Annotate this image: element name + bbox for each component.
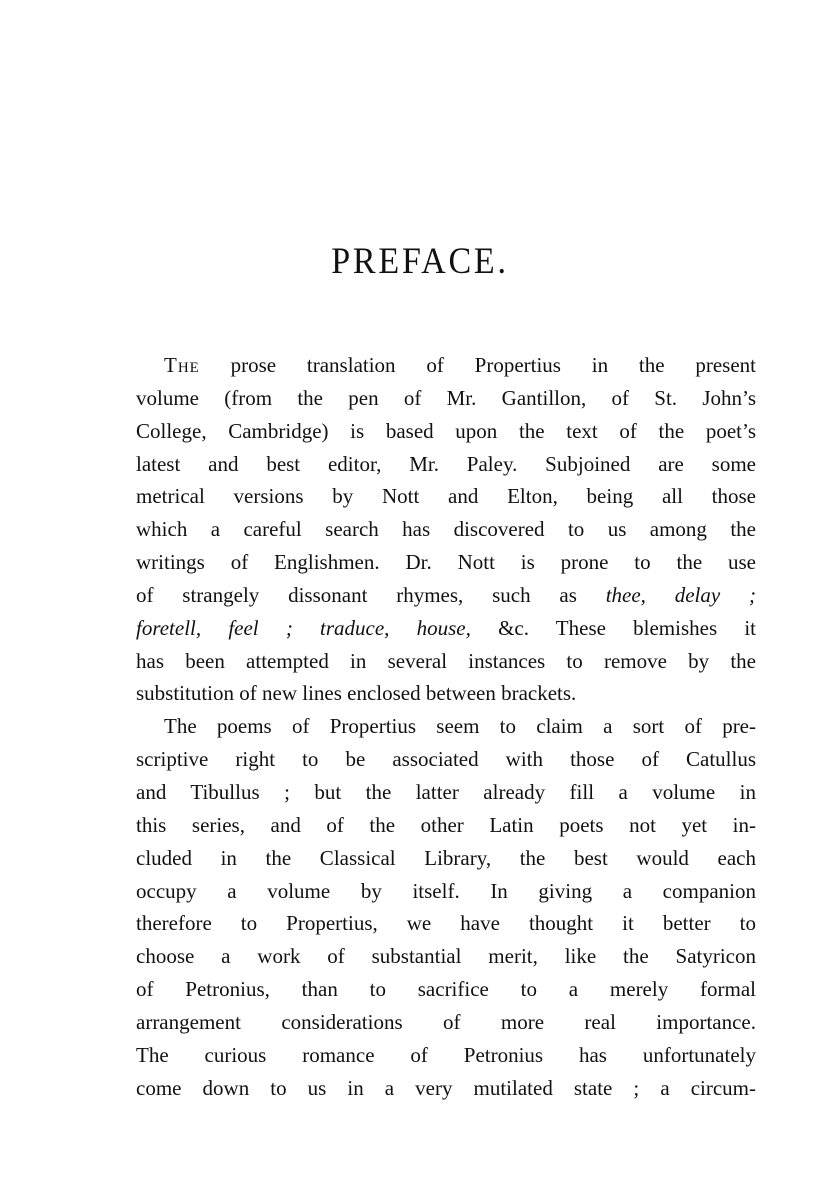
text-line: choose a work of substantial merit, like the Satyricon <box>136 944 756 969</box>
text-line: arrangement considerations of more real importance. <box>136 1009 756 1034</box>
text-line: has been attempted in several instances to remove by the <box>136 648 756 673</box>
text-line <box>136 349 756 382</box>
lead-word: The <box>164 353 200 377</box>
line-text: &c. These blemishes it <box>470 615 756 640</box>
page-title: PREFACE. <box>331 241 509 282</box>
text-line: occupy a volume by itself. In giving a companion <box>136 878 756 903</box>
text-line: The curious romance of Petronius has unfortunately <box>136 1042 756 1067</box>
text-line: which a careful search has discovered to us among the <box>136 517 756 542</box>
line-text: of strangely dissonant rhymes, such as <box>136 582 606 607</box>
paragraph-2 <box>136 710 756 1104</box>
text-line: and Tibullus ; but the latter already fill a volume in <box>136 779 756 804</box>
paragraph-1 <box>136 349 756 710</box>
text-line: metrical versions by Nott and Elton, being all those <box>136 484 756 509</box>
text-line: latest and best editor, Mr. Paley. Subjoined are some <box>136 451 756 476</box>
preface-body <box>136 349 756 1104</box>
text-line <box>136 612 756 645</box>
text-line: College, Cambridge) is based upon the text of the poet’s <box>136 418 756 443</box>
text-line: of Petronius, than to sacrifice to a merely formal <box>136 977 756 1002</box>
text-line <box>136 579 756 612</box>
line-text: prose translation of Propertius in the present <box>199 353 756 377</box>
italic-words: foretell, feel ; traduce, house, <box>136 615 471 640</box>
text-line: therefore to Propertius, we have thought it better to <box>136 911 756 936</box>
text-line: come down to us in a very mutilated state ; a circum- <box>136 1075 756 1100</box>
text-line: cluded in the Classical Library, the best would each <box>136 845 756 870</box>
text-line: substitution of new lines enclosed between brackets. <box>136 681 577 706</box>
italic-words: thee, delay ; <box>605 582 756 607</box>
text-line: The poems of Propertius seem to claim a sort of pre- <box>164 714 756 739</box>
text-line: scriptive right to be associated with those of Catullus <box>136 747 756 772</box>
text-line: volume (from the pen of Mr. Gantillon, of St. John’s <box>136 385 756 410</box>
text-line: this series, and of the other Latin poets not yet in- <box>136 812 756 837</box>
text-line: writings of Englishmen. Dr. Nott is prone to the use <box>136 550 756 575</box>
